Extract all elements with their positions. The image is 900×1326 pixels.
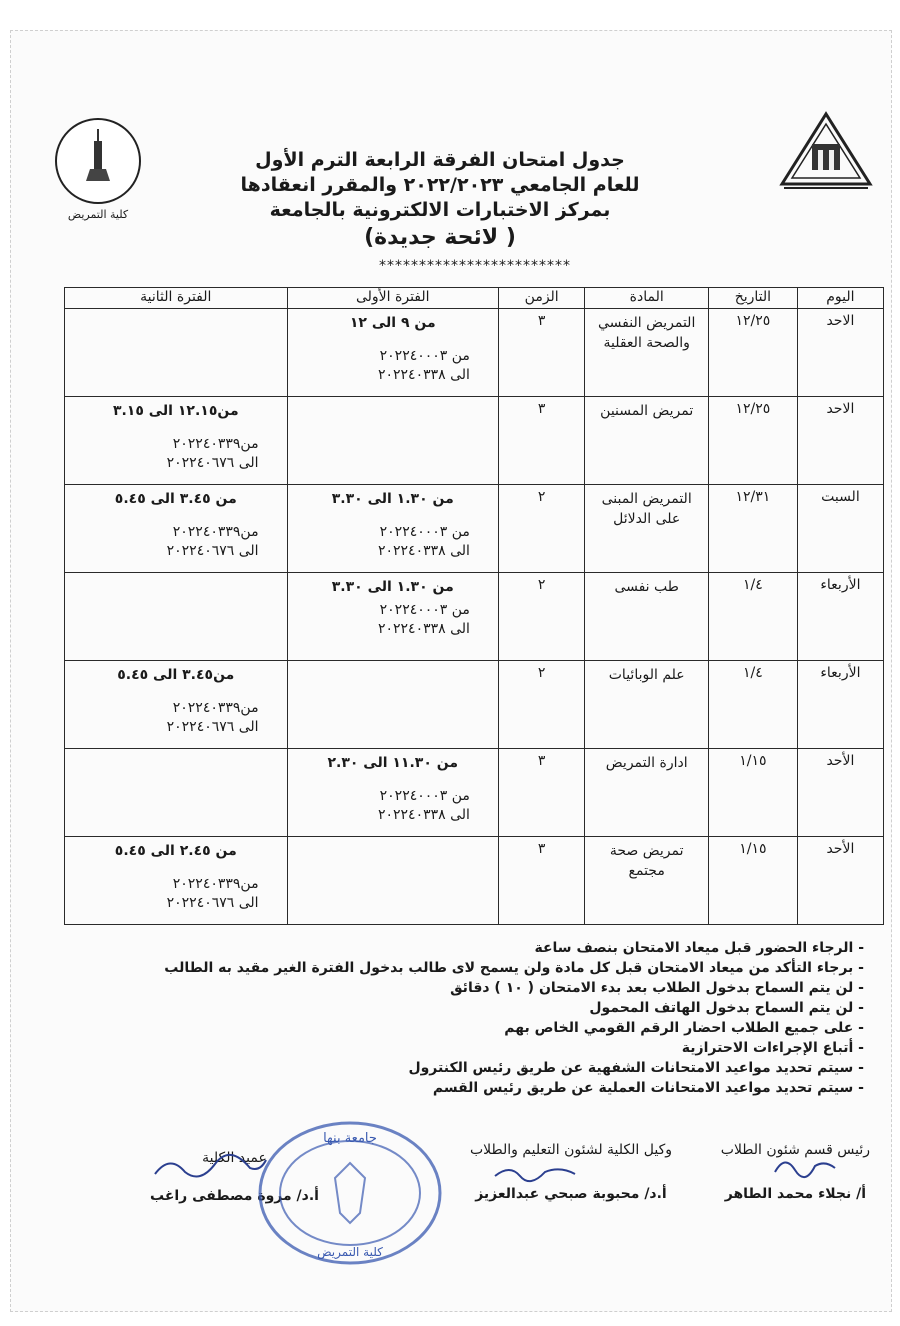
range-from: من ٢٠٢٢٤٠٠٠٣: [379, 602, 470, 618]
table-row: [65, 309, 884, 397]
title-line-3: بمركز الاختبارات الالكترونية بالجامعة: [269, 199, 611, 221]
stamp-text-top: جامعة بنها: [323, 1131, 377, 1146]
title-line-4: ( لائحة جديدة): [364, 225, 516, 250]
title-line-1: جدول امتحان الفرقة الرابعة الترم الأول: [255, 149, 625, 171]
duration-cell: ٣: [498, 837, 584, 925]
instruction-item: - لن يتم السماح بدخول الطلاب بعد بدء الامتحان ( ١٠ ) دقائق: [450, 980, 864, 996]
date-cell: ١٢/٣١: [708, 485, 797, 573]
faculty-logo: [48, 115, 148, 225]
instructions-list: [34, 938, 864, 1098]
instruction-item: - سيتم تحديد مواعيد الامتحانات الشفهية عن طريق رئيس الكنترول: [408, 1060, 864, 1076]
period2-time: من٣.٤٥ الى ٥.٤٥: [117, 667, 235, 683]
signature-name: أ.د/ مروة مصطفى راغب: [150, 1188, 319, 1204]
instruction-item: - أتباع الإجراءات الاحترازية: [681, 1040, 864, 1056]
range-from: من ٢٠٢٢٤٠٠٠٣: [379, 524, 470, 540]
day-cell: السبت: [797, 485, 883, 573]
period1-cell: [287, 485, 498, 573]
range-from: من٢٠٢٢٤٠٣٣٩: [172, 524, 259, 540]
instruction-item: - برجاء التأكد من ميعاد الامتحان قبل كل مادة ولن يسمح لاى طالب بدخول الفترة الغير مقيد به الطالب: [164, 960, 864, 976]
period1-cell: [287, 661, 498, 749]
date-cell: ١/٤: [708, 661, 797, 749]
range-from: من ٢٠٢٢٤٠٠٠٣: [379, 348, 470, 364]
table-row: [65, 397, 884, 485]
signature-title: عميد الكلية: [202, 1150, 267, 1166]
period1-cell: [287, 749, 498, 837]
duration-cell: ٣: [498, 397, 584, 485]
day-cell: الأربعاء: [797, 573, 883, 661]
duration-cell: ٢: [498, 573, 584, 661]
faculty-emblem-icon: [48, 115, 148, 207]
period1-range: [296, 601, 490, 639]
period1-time: من ١.٣٠ الى ٣.٣٠: [331, 491, 454, 507]
period1-cell: [287, 397, 498, 485]
duration-cell: ٣: [498, 309, 584, 397]
table-row: [65, 573, 884, 661]
range-from: من٢٠٢٢٤٠٣٣٩: [172, 876, 259, 892]
handwritten-signature-icon: [150, 1150, 270, 1186]
instruction-item: - لن يتم السماح بدخول الهاتف المحمول: [589, 1000, 864, 1016]
period2-range: [73, 435, 279, 473]
exam-schedule-table: [64, 287, 884, 925]
date-cell: ١/٤: [708, 573, 797, 661]
table-row: [65, 485, 884, 573]
period1-range: [296, 347, 490, 385]
period2-cell: [65, 309, 288, 397]
subject-cell: التمريض النفسي والصحة العقلية: [585, 309, 709, 397]
table-row: [65, 749, 884, 837]
col-subject-header: المادة: [585, 288, 709, 309]
duration-cell: ٣: [498, 749, 584, 837]
university-logo: [778, 110, 874, 190]
period1-range: [296, 523, 490, 561]
day-cell: الأحد: [797, 837, 883, 925]
subject-cell: التمريض المبنى على الدلائل: [585, 485, 709, 573]
table-row: [65, 661, 884, 749]
day-cell: الاحد: [797, 397, 883, 485]
col-duration-header: الزمن: [498, 288, 584, 309]
period2-cell: [65, 397, 288, 485]
period2-cell: [65, 485, 288, 573]
document-header: [230, 148, 650, 253]
range-from: من ٢٠٢٢٤٠٠٠٣: [379, 788, 470, 804]
signature-name: أ.د/ محبوبة صبحي عبدالعزيز: [475, 1186, 667, 1202]
date-cell: ١/١٥: [708, 837, 797, 925]
period1-cell: [287, 837, 498, 925]
period2-range: [73, 699, 279, 737]
period2-cell: [65, 749, 288, 837]
period2-time: من١٢.١٥ الى ٣.١٥: [112, 403, 239, 419]
subject-cell: علم الوبائيات: [585, 661, 709, 749]
col-period2-header: الفترة الثانية: [65, 288, 288, 309]
table-row: [65, 837, 884, 925]
period1-cell: [287, 573, 498, 661]
table-header-row: [65, 288, 884, 309]
signature-name: أ/ نجلاء محمد الطاهر: [724, 1186, 867, 1202]
col-day-header: اليوم: [797, 288, 883, 309]
range-to: الى ٢٠٢٢٤٠٦٧٦: [166, 719, 259, 735]
instruction-item: - سيتم تحديد مواعيد الامتحانات العملية عن طريق رئيس القسم: [432, 1080, 864, 1096]
col-period1-header: الفترة الأولى: [287, 288, 498, 309]
day-cell: الأربعاء: [797, 661, 883, 749]
period1-time: من ١١.٣٠ الى ٢.٣٠: [327, 755, 459, 771]
period2-cell: [65, 573, 288, 661]
range-to: الى ٢٠٢٢٤٠٣٣٨: [377, 367, 470, 383]
period2-range: [73, 875, 279, 913]
stars-divider: ************************: [379, 258, 571, 274]
date-cell: ١٢/٢٥: [708, 309, 797, 397]
range-to: الى ٢٠٢٢٤٠٣٣٨: [377, 621, 470, 637]
range-to: الى ٢٠٢٢٤٠٣٣٨: [377, 807, 470, 823]
range-to: الى ٢٠٢٢٤٠٦٧٦: [166, 455, 259, 471]
col-date-header: التاريخ: [708, 288, 797, 309]
range-to: الى ٢٠٢٢٤٠٣٣٨: [377, 543, 470, 559]
period1-time: من ٩ الى ١٢: [349, 315, 436, 331]
period1-range: [296, 787, 490, 825]
instruction-item: - الرجاء الحضور قبل ميعاد الامتحان بنصف ساعة: [534, 940, 864, 956]
date-cell: ١٢/٢٥: [708, 397, 797, 485]
stamp-text-bottom: كلية التمريض: [317, 1245, 383, 1259]
duration-cell: ٢: [498, 661, 584, 749]
subject-cell: تمريض صحة مجتمع: [585, 837, 709, 925]
signature-title: رئيس قسم شئون الطلاب: [720, 1142, 870, 1158]
handwritten-signature-icon: [490, 1160, 580, 1186]
period1-time: من ١.٣٠ الى ٣.٣٠: [331, 579, 454, 595]
faculty-logo-caption: كلية التمريض: [67, 208, 129, 221]
instruction-item: - على جميع الطلاب احضار الرقم القومي الخاص بهم: [504, 1020, 864, 1036]
subject-cell: تمريض المسنين: [585, 397, 709, 485]
subject-cell: طب نفسى: [585, 573, 709, 661]
period2-range: [73, 523, 279, 561]
period2-cell: [65, 661, 288, 749]
range-to: الى ٢٠٢٢٤٠٦٧٦: [166, 895, 259, 911]
period2-time: من ٣.٤٥ الى ٥.٤٥: [114, 491, 237, 507]
subject-cell: ادارة التمريض: [585, 749, 709, 837]
handwritten-signature-icon: [770, 1152, 840, 1182]
duration-cell: ٢: [498, 485, 584, 573]
range-from: من٢٠٢٢٤٠٣٣٩: [172, 700, 259, 716]
range-to: الى ٢٠٢٢٤٠٦٧٦: [166, 543, 259, 559]
period2-cell: [65, 837, 288, 925]
title-line-2: للعام الجامعي ٢٠٢٢/٢٠٢٣ والمقرر انعقادها: [240, 174, 640, 196]
date-cell: ١/١٥: [708, 749, 797, 837]
period2-time: من ٢.٤٥ الى ٥.٤٥: [114, 843, 237, 859]
period1-cell: [287, 309, 498, 397]
day-cell: الاحد: [797, 309, 883, 397]
official-stamp: [255, 1118, 445, 1268]
signature-title: وكيل الكلية لشئون التعليم والطلاب: [469, 1142, 672, 1158]
range-from: من٢٠٢٢٤٠٣٣٩: [172, 436, 259, 452]
day-cell: الأحد: [797, 749, 883, 837]
